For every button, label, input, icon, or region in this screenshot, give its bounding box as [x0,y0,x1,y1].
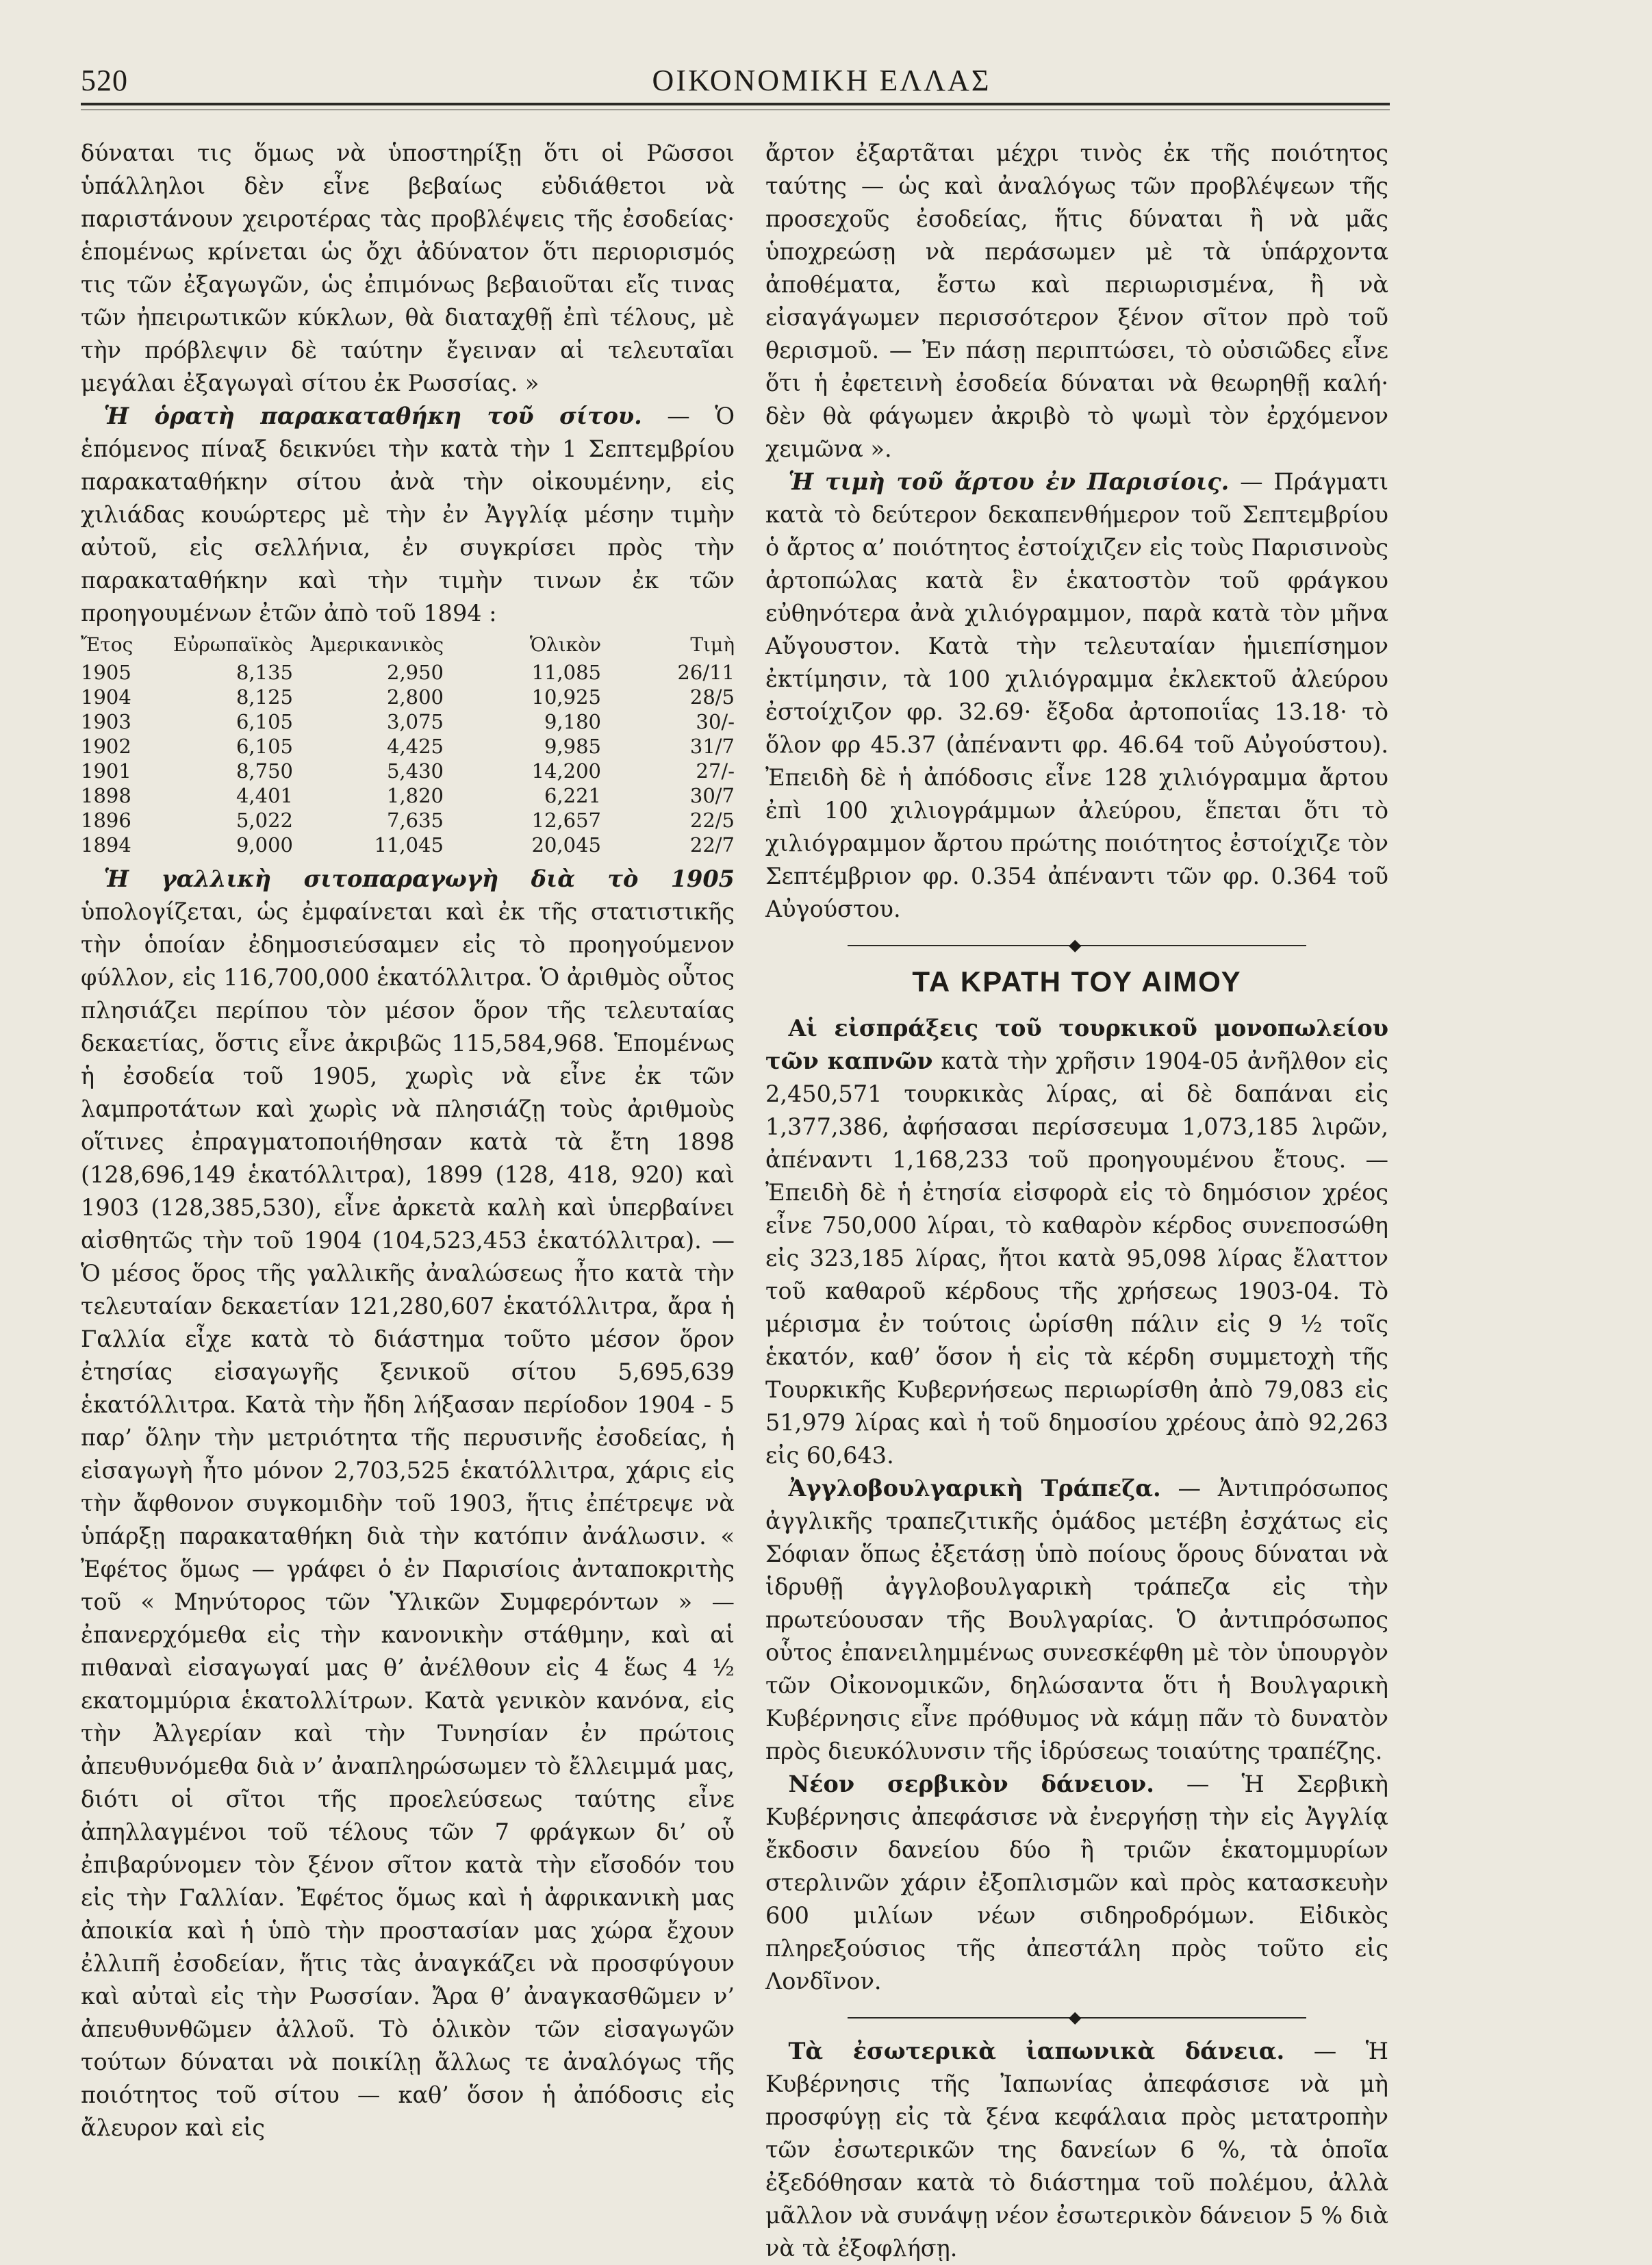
cell-year: 1901 [81,759,131,783]
table-row [81,709,735,734]
cell-year: 1896 [81,809,131,832]
cell-american: 2,950 [386,661,444,684]
paragraph-text: — Ὁ ἑπόμενος πίναξ δεικνύει τὴν κατὰ τὴν 1 Σεπτεμβρίου παρακαταθήκην σίτου ἀνὰ τὴν οἰκουμένην, εἰς χιλιάδας κουώρτερς μὲ τὴν ἐν Ἀγγλίᾳ μέσην τιμὴν αὐτοῦ, εἰς σελλήνια, ἐν συγκρίσει πρὸς τὴν παρακαταθήκην καὶ τὴν τιμὴν τινων ἐκ τῶν προηγουμένων ἐτῶν ἀπὸ τοῦ 1894 : [81,403,735,627]
section-divider [765,2008,1388,2028]
left-column [81,137,735,2144]
runin-heading: Αἱ εἰσπράξεις τοῦ τουρκικοῦ μονοπωλείου τῶν καπνῶν [765,1015,1388,1074]
wheat-stock-table [81,633,735,857]
cell-american: 11,045 [374,833,444,857]
cell-total: 6,221 [544,784,601,807]
cell-european: 8,750 [236,759,293,783]
cell-total: 20,045 [531,833,601,857]
runin-heading: Ἡ γαλλικὴ σιτοπαραγωγὴ διὰ τὸ 1905 [103,865,735,892]
cell-total: 11,085 [531,661,601,684]
cell-european: 4,401 [236,784,293,807]
cell-year: 1894 [81,833,131,857]
cell-american: 3,075 [386,710,444,733]
col-header-american: Ἀμερικανικὸς [310,633,444,656]
cell-price: 30/- [696,710,735,733]
article-paragraph [81,400,735,630]
section-divider [765,935,1388,956]
header-rule-thick [81,103,1390,105]
table-row [81,783,735,808]
col-header-price: Τιμὴ [690,633,735,656]
paragraph-text: — Ἡ Σερβικὴ Κυβέρνησις ἀπεφάσισε νὰ ἐνεργήσῃ τὴν εἰς Ἀγγλίᾳ ἔκδοσιν δανείου δύο ἢ τριῶν ἑκατομμυρίων στερλινῶν χάριν ἐξοπλισμῶν καὶ πρὸς κατασκευὴν 600 μιλίων νέων σιδηροδρόμων. Εἰδικὸς πληρεξούσιος τῆς ἀπεστάλη πρὸς τοῦτο εἰς Λονδῖνον. [765,1771,1389,1995]
cell-price: 22/5 [689,809,735,832]
diamond-ornament-icon: ◆ [1069,935,1082,954]
table-row [81,759,735,783]
paragraph-text: — Ἡ Κυβέρνησις τῆς Ἰαπωνίας ἀπεφάσισε νὰ μὴ προσφύγῃ εἰς τὰ ξένα κεφάλαια πρὸς μετατροπὴν τῶν ἐσωτερικῶν της δανείων 6 %, τὰ ὁποῖα ἐξεδόθησαν κατὰ τὸ διάστημα τοῦ πολέμου, ἀλλὰ μᾶλλον νὰ συνάψῃ νέον ἐσωτερικὸν δάνειον 5 % διὰ νὰ τὰ ἐξοφλήσῃ. [765,2038,1388,2262]
col-header-year: Ἔτος [81,633,134,656]
cell-european: 5,022 [236,809,293,832]
cell-american: 1,820 [386,784,444,807]
paragraph-text: — Ἀντιπρόσωπος ἀγγλικῆς τραπεζιτικῆς ὁμάδος μετέβη ἐσχάτως εἰς Σόφιαν ὅπως ἐξετάσῃ ὑπὸ ποίους ὅρους δύναται νὰ ἱδρυθῇ ἀγγλοβουλγαρικὴ τράπεζα εἰς τὴν πρωτεύουσαν τῆς Βουλγαρίας. Ὁ ἀντιπρόσωπος οὗτος ἐπανειλημμένως συνεσκέφθη μὲ τὸν ὑπουργὸν τῶν Οἰκονομικῶν, δηλώσαντα ὅτι ἡ Βουλγαρικὴ Κυβέρνησις εἶνε πρόθυμος νὰ κάμῃ πᾶν τὸ δυνατὸν πρὸς διευκόλυνσιν τῆς ἱδρύσεως τοιαύτης τραπέζης. [765,1475,1388,1764]
runin-heading: Νέον σερβικὸν δάνειον. [788,1771,1154,1797]
cell-price: 28/5 [689,685,735,709]
page-number: 520 [81,64,128,97]
col-header-total: Ὁλικὸν [529,633,601,656]
cell-total: 9,985 [544,735,601,758]
table-row [81,808,735,833]
article-paragraph [765,1012,1388,1472]
table-row [81,833,735,857]
cell-price: 26/11 [677,661,735,684]
cell-european: 8,135 [236,661,293,684]
table-row [81,734,735,759]
col-header-european: Εὐρωπαϊκὸς [173,633,293,656]
runin-heading: Ἀγγλοβουλγαρικὴ Τράπεζα. [788,1475,1161,1502]
runin-heading: Ἡ τιμὴ τοῦ ἄρτου ἐν Παρισίοις. [788,468,1230,495]
paragraph-text: ὑπολογίζεται, ὡς ἐμφαίνεται καὶ ἐκ τῆς στατιστικῆς τὴν ὁποίαν ἐδημοσιεύσαμεν εἰς τὸ προηγούμενον φύλλον, εἰς 116,700,000 ἑκατόλλιτρα. Ὁ ἀριθμὸς οὗτος πλησιάζει περίπου τὸν μέσον ὅρον τῆς τελευταίας δεκαετίας, ὅστις εἶνε ἀκριβῶς 115,584,968. Ἑπομένως ἡ ἐσοδεία τοῦ 1905, χωρὶς νὰ εἶνε ἐκ τῶν λαμπροτάτων καὶ χωρὶς νὰ πλησιάζῃ τοὺς ἀριθμοὺς οἵτινες ἐπραγματοποιήθησαν κατὰ τὰ ἔτη 1898 (128,696,149 ἑκατόλλιτρα), 1899 (128, 418, 920) καὶ 1903 (128,385,530), εἶνε ἀρκετὰ καλὴ καὶ ὑπερβαίνει αἰσθητῶς τὴν τοῦ 1904 (104,523,453 ἑκατόλλιτρα). — Ὁ μέσος ὅρος τῆς γαλλικῆς ἀναλώσεως ἦτο κατὰ τὴν τελευταίαν δεκαετίαν 121,280,607 ἑκατόλλιτρα, ἄρα ἡ Γαλλία εἶχε κατὰ τὸ διάστημα τοῦτο μέσον ὅρον ἐτησίας εἰσαγωγῆς ξενικοῦ σίτου 5,695,639 ἑκατόλλιτρα. Κατὰ τὴν ἤδη λήξασαν περίοδον 1904 - 5 παρ’ ὅλην τὴν μετριότητα τῆς περυσινῆς ἐσοδείας, ἡ εἰσαγωγὴ ἦτο μόνον 2,703,525 ἑκατόλλιτρα, χάρις εἰς τὴν ἄφθονον συγκομιδὴν τοῦ 1903, ἥτις ἐπέτρεψε νὰ ὑπάρξῃ παρακαταθήκη διὰ τὴν κατόπιν ἀνάλωσιν. « Ἐφέτος ὅμως — γράφει ὁ ἐν Παρισίοις ἀνταποκριτὴς τοῦ « Μηνύτορος τῶν Ὑλικῶν Συμφερόντων » — ἐπανερχόμεθα εἰς τὴν κανονικὴν στάθμην, καὶ αἱ πιθαναὶ εἰσαγωγαί μας θ’ ἀνέλθουν εἰς 4 ἕως 4 ½ εκατομμύρια ἑκατολλίτρων. Κατὰ γενικὸν κανόνα, εἰς τὴν Ἀλγερίαν καὶ τὴν Τυνησίαν ἐν πρώτοις ἀπευθυνόμεθα διὰ ν’ ἀναπληρώσωμεν τὸ ἔλλειμμά μας, διότι οἱ σῖτοι τῆς προελεύσεως ταύτης εἶνε ἀπηλλαγμένοι τοῦ τέλους τῶν 7 φράγκων δι’ οὗ ἐπιβαρύνομεν τὸν ξένον σῖτον κατὰ τὴν εἴσοδόν του εἰς τὴν Γαλλίαν. Ἐφέτος ὅμως καὶ ἡ ἀφρικανικὴ μας ἀποικία καὶ ἡ ὑπὸ τὴν προστασίαν μας χώρα ἔχουν ἐλλιπῆ ἐσοδείαν, ἥτις τὰς ἀναγκάζει νὰ προσφύγουν καὶ αὐταὶ εἰς τὴν Ρωσσίαν. Ἄρα θ’ ἀναγκασθῶμεν ν’ ἀπευθυνθῶμεν ἀλλοῦ. Τὸ ὁλικὸν τῶν εἰσαγωγῶν τούτων δύναται νὰ ποικίλῃ ἄλλως τε ἀναλόγως τῆς ποιότητος τοῦ σίτου — καθ’ ὅσον ἡ ἀπόδοσις εἰς ἄλευρον καὶ εἰς [81,898,735,2141]
cell-price: 30/7 [689,784,735,807]
cell-total: 14,200 [531,759,601,783]
cell-price: 27/- [696,759,735,783]
cell-european: 6,105 [236,710,293,733]
cell-total: 10,925 [531,685,601,709]
cell-year: 1902 [81,735,131,758]
running-title: ΟΙΚΟΝΟΜΙΚΗ ΕΛΛΑΣ [652,64,991,97]
article-paragraph [765,466,1388,926]
cell-european: 8,125 [236,685,293,709]
diamond-ornament-icon: ◆ [1069,2008,1082,2027]
cell-total: 9,180 [544,710,601,733]
cell-american: 7,635 [386,809,444,832]
table-row [81,660,735,685]
article-paragraph: δύναται τις ὅμως νὰ ὑποστηρίξῃ ὅτι οἱ Ρῶσσοι ὑπάλληλοι δὲν εἶνε βεβαίως εὐδιάθετοι νὰ παριστάνουν χειροτέρας τὰς προβλέψεις τῆς ἐσοδείας· ἑπομένως κρίνεται ὡς ὄχι ἀδύνατον ὅτι περιορισμός τις τῶν ἐξαγωγῶν, ὡς ἐπιμόνως βεβαιοῦται εἴς τινας τῶν ἠπειρωτικῶν κύκλων, θὰ διαταχθῇ ἐπὶ τέλους, μὲ τὴν πρόβλεψιν δὲ ταύτην ἔγειναν αἱ τελευταῖαι μεγάλαι ἐξαγωγαὶ σίτου ἐκ Ρωσσίας. » [81,140,735,396]
cell-price: 22/7 [689,833,735,857]
cell-total: 12,657 [531,809,601,832]
cell-american: 4,425 [386,735,444,758]
table-header-row [81,633,735,660]
cell-american: 5,430 [386,759,444,783]
cell-european: 6,105 [236,735,293,758]
runin-heading: Ἡ ὁρατὴ παρακαταθήκη τοῦ σίτου. [103,403,642,429]
paragraph-text: — Πράγματι κατὰ τὸ δεύτερον δεκαπενθήμερον τοῦ Σεπτεμβρίου ὁ ἄρτος α’ ποιότητος ἐστοίχιζεν εἰς τοὺς Παρισινοὺς ἀρτοπώλας κατὰ ἓν ἑκατοστὸν τοῦ φράγκου εὐθηνότερα ἀνὰ χιλιόγραμμον, παρὰ κατὰ τὸν μῆνα Αὔγουστον. Κατὰ τὴν τελευταίαν ἡμιεπίσημον ἐκτίμησιν, τὰ 100 χιλιόγραμμα ἐκλεκτοῦ ἀλεύρου ἐστοίχιζον φρ. 32.69· ἔξοδα ἀρτοποιΐας 13.18· τὸ ὅλον φρ 45.37 (ἀπέναντι φρ. 46.64 τοῦ Αὐγούστου). Ἐπειδὴ δὲ ἡ ἀπόδοσις εἶνε 128 χιλιόγραμμα ἄρτου ἐπὶ 100 χιλιογράμμων ἀλεύρου, ἕπεται ὅτι τὸ χιλιόγραμμον ἄρτου πρώτης ποιότητος ἐστοίχιζε τὸν Σεπτέμβριον φρ. 0.354 ἀπέναντι τῶν φρ. 0.364 τοῦ Αὐγούστου. [765,468,1388,922]
cell-year: 1903 [81,710,131,733]
runin-heading: Τὰ ἐσωτερικὰ ἰαπωνικὰ δάνεια. [788,2038,1285,2064]
right-column [765,137,1388,2265]
table-row [81,685,735,709]
cell-year: 1898 [81,784,131,807]
cell-european: 9,000 [236,833,293,857]
section-title: ΤΑ ΚΡΑΤΗ ΤΟΥ ΑΙΜΟΥ [912,965,1242,998]
article-paragraph [765,1472,1388,1768]
article-paragraph [81,863,735,2144]
cell-year: 1905 [81,661,131,684]
article-paragraph: ἄρτον ἐξαρτᾶται μέχρι τινὸς ἐκ τῆς ποιότητος ταύτης — ὡς καὶ ἀναλόγως τῶν προβλέψεων τῆς προσεχοῦς ἐσοδείας, ἥτις δύναται ἢ νὰ μᾶς ὑποχρεώσῃ νὰ περάσωμεν μὲ τὰ ὑπάρχοντα ἀποθέματα, ἔστω καὶ περιωρισμένα, ἢ νὰ εἰσαγάγωμεν περισσότερον ξένον σῖτον πρὸ τοῦ θερισμοῦ. — Ἐν πάσῃ περιπτώσει, τὸ οὐσιῶδες εἶνε ὅτι ἡ ἐφετεινὴ ἐσοδεία δύναται νὰ θεωρηθῇ καλή· δὲν θὰ φάγωμεν ἀκριβὸ τὸ ψωμὶ τὸν ἐρχόμενον χειμῶνα ». [765,140,1388,462]
cell-american: 2,800 [386,685,444,709]
cell-year: 1904 [81,685,131,709]
article-paragraph [765,1768,1388,1998]
cell-price: 31/7 [689,735,735,758]
paragraph-text: κατὰ τὴν χρῆσιν 1904-05 ἀνῆλθον εἰς 2,450,571 τουρκικὰς λίρας, αἱ δὲ δαπάναι εἰς 1,377,386, ἀφήσασαι περίσσευμα 1,073,185 λιρῶν, ἀπέναντι 1,168,233 τοῦ προηγουμένου ἔτους. — Ἐπειδὴ δὲ ἡ ἐτησία εἰσφορὰ εἰς τὸ δημόσιον χρέος εἶνε 750,000 λίραι, τὸ καθαρὸν κέρδος συνεποσώθη εἰς 323,185 λίρας, ἤτοι κατὰ 95,098 λίρας ἔλαττον τοῦ καθαροῦ κέρδους τῆς χρήσεως 1903-04. Τὸ μέρισμα ἐν τούτοις ὡρίσθη πάλιν εἰς 9 ½ τοῖς ἑκατόν, καθ’ ὅσον ἡ εἰς τὰ κέρδη συμμετοχὴ τῆς Τουρκικῆς Κυβερνήσεως περιωρίσθη ἀπὸ 79,083 εἰς 51,979 λίρας καὶ ἡ τοῦ δημοσίου χρέους ἀπὸ 92,263 εἰς 60,643. [765,1048,1388,1469]
article-paragraph [765,2035,1388,2265]
